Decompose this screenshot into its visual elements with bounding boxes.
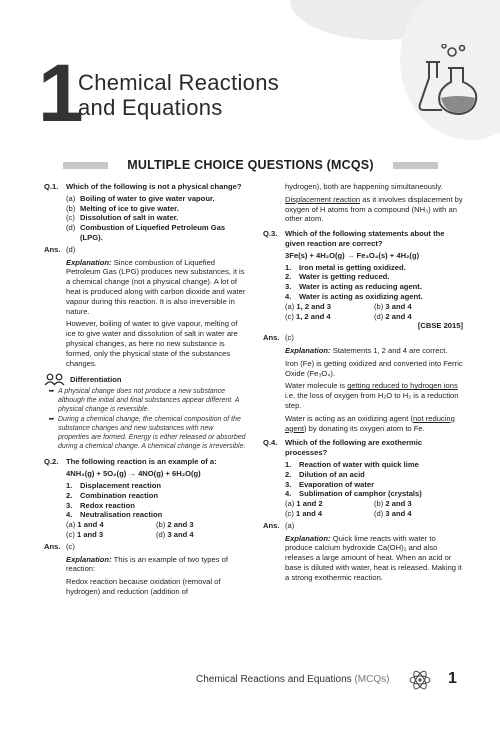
explanation-paragraph: Water is acting as an oxidizing agent (not reducing agent) by donating its oxygen atom to Fe. [285, 413, 455, 433]
option: (c) 1, 2 and 4 [285, 311, 331, 321]
option: (b) 2 and 3 [156, 520, 194, 530]
page-number: 1 [448, 670, 457, 687]
equation: 3Fe(s) + 4H₂O(g) → Fe₃O₄(s) + 4H₂(g) [285, 250, 420, 260]
explanation: Explanation: This is an example of two types of reaction: [66, 554, 228, 574]
statement: 3. Redox reaction [66, 500, 135, 510]
answer: Ans. (c) [44, 541, 75, 551]
question-text: Which of the following are exothermic processes? [285, 438, 423, 458]
flask-icon [418, 44, 480, 116]
chapter-title: Chemical Reactions and Equations [78, 70, 280, 120]
explanation-paragraph: Displacement reaction as it involves displacement by oxygen of H atoms from a compound (NH₃) with an other atom. [285, 194, 463, 224]
statement: 4. Sublimation of camphor (crystals) [285, 489, 422, 499]
section-heading: MULTIPLE CHOICE QUESTIONS (MCQS) [127, 158, 374, 172]
option: (a) 1 and 2 [285, 499, 323, 509]
question-3 [263, 229, 463, 249]
option: (a) 1 and 4 [66, 520, 104, 530]
differentiation-point: ➥ During a chemical change, the chemical composition of the substance changes and new substances with new properties are formed. Energy is either released or absorbed during a chemical change. A chemical change is irreversible. [48, 416, 246, 451]
statement: 1. Displacement reaction [66, 480, 162, 490]
exam-source: [CBSE 2015] [417, 321, 463, 331]
statement: 1. Iron metal is getting oxidized. [285, 262, 406, 272]
option: (a) Boiling of water to give water vapour. [66, 193, 215, 203]
left-column [44, 182, 246, 597]
people-icon [44, 373, 66, 386]
question-text: The following reaction is an example of a: [66, 457, 217, 467]
page-footer [0, 670, 500, 690]
arrow-icon: ➥ [48, 388, 54, 396]
options-grid [285, 302, 463, 322]
statement: 1. Reaction of water with quick lime [285, 459, 419, 469]
statement: 2. Combination reaction [66, 490, 159, 500]
statement: 2. Dilution of an acid [285, 469, 365, 479]
footer-title: Chemical Reactions and Equations (MCQs) [196, 674, 390, 685]
answer: Ans. (d) [44, 244, 76, 254]
option: (c) 1 and 3 [66, 529, 104, 539]
explanation: Explanation: Statements 1, 2 and 4 are correct. [285, 345, 448, 355]
option: (b) Melting of ice to give water. [66, 203, 179, 213]
statement: 3. Water is acting as reducing agent. [285, 282, 422, 292]
explanation-paragraph: Redox reaction because oxidation (removal of hydrogen) and reduction (addition of [66, 577, 221, 596]
differentiation-heading: Differentiation [44, 373, 246, 386]
question-number: Q.2. [44, 457, 59, 467]
right-column [263, 182, 463, 582]
statement: 4. Neutralisation reaction [66, 510, 163, 520]
option: (d) Combustion of Liquefied Petroleum Gas (LPG). [66, 223, 226, 242]
options-grid [285, 499, 463, 519]
option: (c) Dissolution of salt in water. [66, 213, 179, 223]
statement: 2. Water is getting reduced. [285, 272, 390, 282]
option: (d) 3 and 4 [156, 529, 194, 539]
question-number: Q.4. [263, 438, 278, 448]
atom-icon [408, 670, 432, 690]
explanation: Explanation: Since combustion of Liquefied Petroleum Gas (LPG) produces new substances, it is a chemical change (not a physical change). A lot of heat is produced along with carbon dioxide and water vapour during this reaction. It is also irreversible in nature. [66, 257, 246, 316]
option: (d) 3 and 4 [374, 508, 412, 518]
question-text: Which of the following is not a physical change? [66, 182, 242, 191]
options-grid [66, 520, 246, 540]
equation: 4NH₃(g) + 5O₂(g) → 4NO(g) + 6H₂O(g) [66, 469, 201, 479]
statement: 4. Water is acting as oxidizing agent. [285, 291, 423, 301]
explanation-continued: hydrogen), both are happening simultaneously. [285, 182, 443, 191]
question-4 [263, 438, 463, 458]
differentiation-point: ➥ A physical change does not produce a new substance although the initial and final substances appear different. A physical change is reversible. [48, 388, 240, 414]
option: (d) 2 and 4 [374, 311, 412, 321]
question-1 [44, 182, 246, 192]
option: (c) 1 and 4 [285, 508, 323, 518]
explanation: Explanation: Quick lime reacts with water to produce calcium hydroxide Ca(OH)₂ and also releases a large amount of heat. When an acid or base is diluted with water, heat is released. Making it a strong exothermic reaction. [285, 533, 462, 582]
question-2 [44, 457, 246, 467]
question-text: Which of the following statements about the given reaction are correct? [285, 229, 445, 248]
question-number: Q.3. [263, 229, 278, 239]
explanation-paragraph: However, boiling of water to give vapour, melting of ice to give water and dissolution of salt in water are physical changes, as here no new substance is formed, only the physical state of the substances changes. [66, 319, 238, 368]
statement: 3. Evaporation of water [285, 479, 375, 489]
explanation-paragraph: Iron (Fe) is getting oxidized and converted into Ferric Oxide (Fe₃O₄). [285, 358, 463, 378]
explanation-paragraph: Water molecule is getting reduced to hydrogen ions i.e. the loss of oxygen from H₂O to H₂ is a reduction step. [285, 381, 459, 410]
chapter-number: 1 [38, 48, 84, 139]
arrow-icon: ➥ [48, 416, 54, 424]
question-number: Q.1. [44, 182, 59, 191]
answer: Ans. (c) [263, 333, 294, 343]
answer: Ans. (a) [263, 520, 295, 530]
heading-rule [393, 162, 438, 169]
section-heading-bar [63, 158, 438, 172]
option: (a) 1, 2 and 3 [285, 301, 332, 311]
option: (b) 3 and 4 [374, 301, 412, 311]
option: (b) 2 and 3 [374, 499, 412, 509]
